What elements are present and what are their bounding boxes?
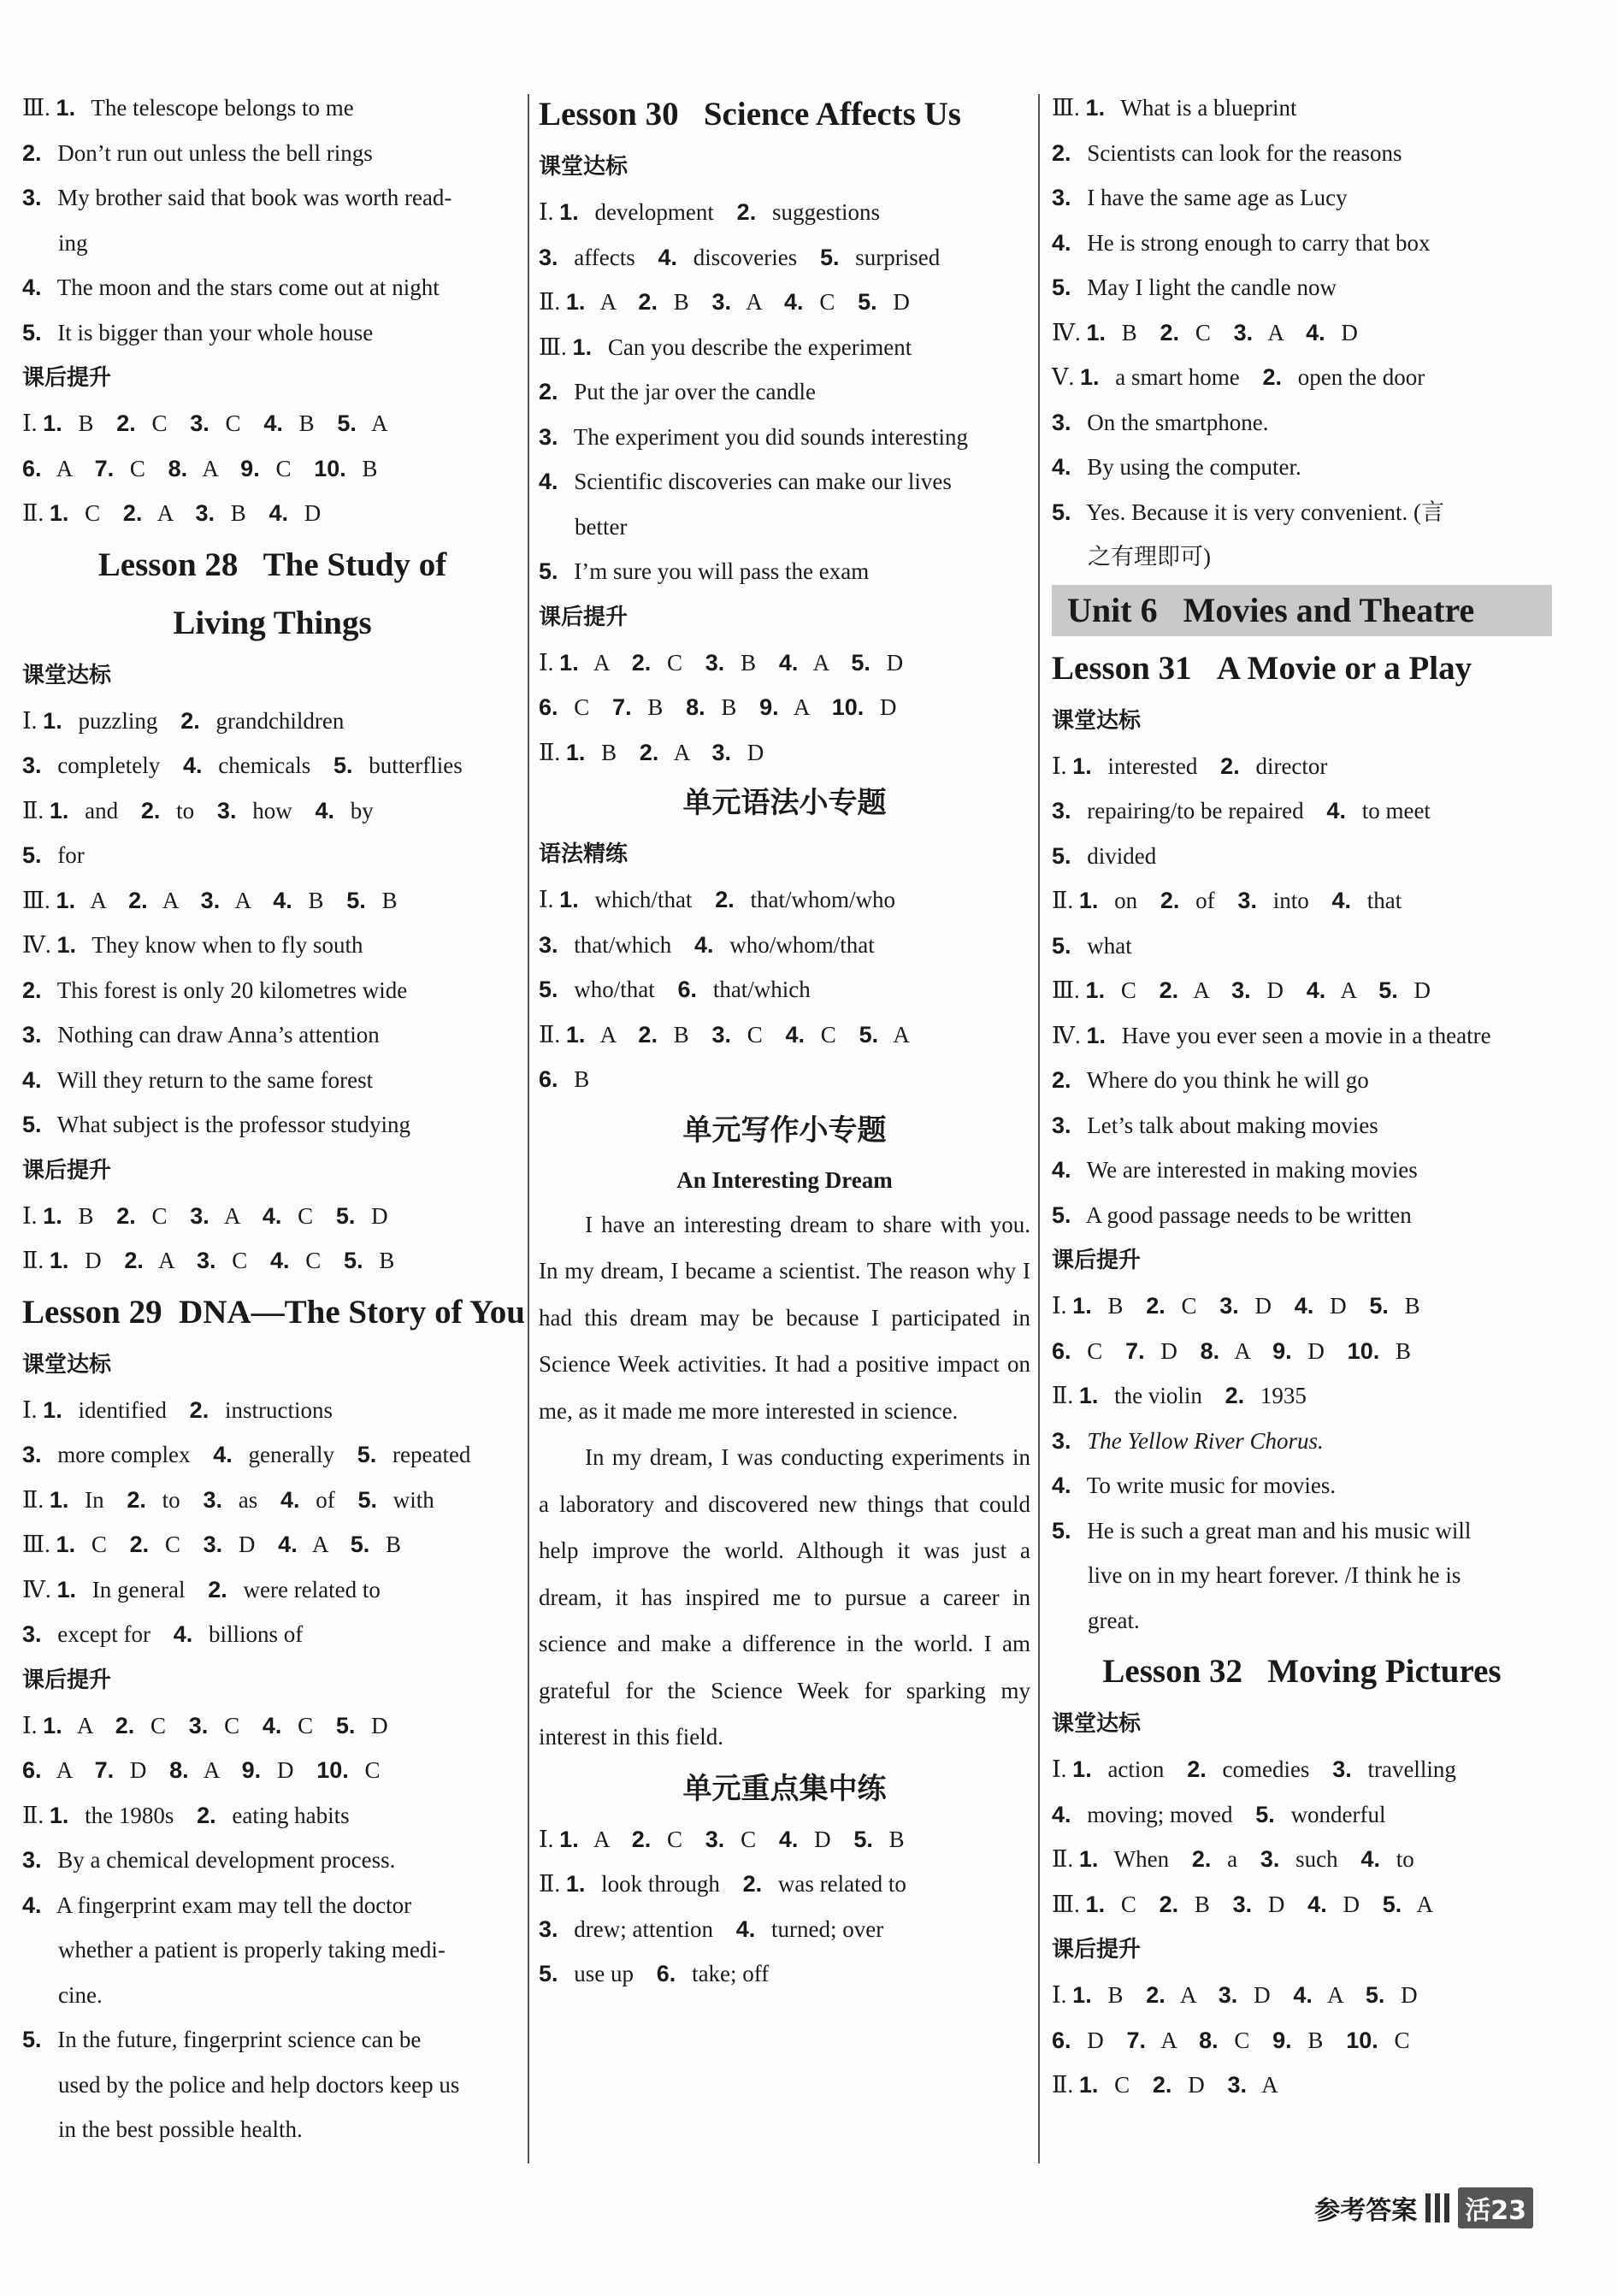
section-label: 课堂达标 xyxy=(22,662,112,688)
answer-line: Ⅱ. 1. look through 2. was related to xyxy=(539,1871,906,1897)
answer-line: 5. who/that 6. that/which xyxy=(539,977,811,1002)
answer-line: 5. In the future, fingerprint science can be xyxy=(22,2027,422,2052)
answer-line: Ⅰ. 1. A 2. C 3. C 4. D 5. B xyxy=(539,1826,905,1852)
answer-line: Ⅰ. 1. puzzling 2. grandchildren xyxy=(22,707,345,734)
answer-line: 4. We are interested in making movies xyxy=(1052,1157,1418,1183)
answer-line: 5. I’m sure you will pass the exam xyxy=(539,558,870,584)
answer-line: Ⅱ. 1. the 1980s 2. eating habits xyxy=(22,1802,350,1828)
answer-line: 2. Don’t run out unless the bell rings xyxy=(22,139,373,166)
answer-line: 3. affects 4. discoveries 5. surprised xyxy=(539,244,941,270)
answer-line: 5. What subject is the professor studying xyxy=(22,1112,410,1137)
answer-line: Ⅲ. 1. Can you describe the experiment xyxy=(539,333,912,360)
answer-line: in the best possible health. xyxy=(58,2116,303,2142)
answer-line: Ⅴ. 1. a smart home 2. open the door xyxy=(1052,364,1425,390)
answer-column-3 xyxy=(1052,86,1552,2108)
answer-column-2 xyxy=(539,86,1030,1997)
answer-line: 4. He is strong enough to carry that box xyxy=(1052,229,1431,256)
section-label: 课后提升 xyxy=(1052,1937,1142,1963)
topic-heading: 单元语法小专题 xyxy=(682,786,887,820)
answer-line: Ⅱ. 1. C 2. A 3. B 4. D xyxy=(22,500,322,526)
page-number-badge: 活23 xyxy=(1458,2187,1533,2228)
lesson-heading: Lesson 31 A Movie or a Play xyxy=(1052,649,1472,687)
answer-line: great. xyxy=(1088,1607,1140,1633)
answer-line: 4. Will they return to the same forest xyxy=(22,1066,374,1093)
column-divider xyxy=(528,94,529,2163)
answer-line: Ⅰ. 1. interested 2. director xyxy=(1052,753,1328,779)
answer-line: Ⅳ. 1. B 2. C 3. A 4. D xyxy=(1052,319,1358,345)
section-label: 课堂达标 xyxy=(1052,707,1142,734)
answer-line: 4. A fingerprint exam may tell the doctor xyxy=(22,1892,412,1918)
answer-line: Ⅰ. 1. identified 2. instructions xyxy=(22,1396,333,1423)
answer-line: live on in my heart forever. /I think he is xyxy=(1088,1562,1461,1588)
answer-line: Ⅰ. 1. B 2. C 3. D 4. D 5. B xyxy=(1052,1293,1420,1319)
answer-line: Ⅲ. 1. A 2. A 3. A 4. B 5. B xyxy=(22,887,398,913)
answer-line: cine. xyxy=(58,1981,103,2008)
answer-line: Ⅳ. 1. They know when to fly south xyxy=(22,932,363,958)
answer-line: 2. Put the jar over the candle xyxy=(539,379,816,404)
answer-line: 3. more complex 4. generally 5. repeated xyxy=(22,1442,471,1467)
topic-heading: 单元写作小专题 xyxy=(682,1113,887,1148)
answer-line: Ⅱ. 1. B 2. A 3. D xyxy=(539,739,764,765)
answer-line: 5. for xyxy=(22,842,85,868)
answer-line: 5. May I light the candle now xyxy=(1052,274,1337,300)
answer-line: 2. This forest is only 20 kilometres wide xyxy=(22,977,408,1003)
section-label: 课堂达标 xyxy=(539,154,629,180)
answer-line: Ⅲ. 1. C 2. C 3. D 4. A 5. B xyxy=(22,1532,402,1557)
answer-line: 3. I have the same age as Lucy xyxy=(1052,185,1348,210)
answer-line: 3. My brother said that book was worth read- xyxy=(22,185,452,210)
answer-line: 5. divided xyxy=(1052,842,1157,869)
answer-line: 3. Nothing can draw Anna’s attention xyxy=(22,1022,380,1048)
answer-line: 4. By using the computer. xyxy=(1052,454,1301,480)
answer-line: Ⅰ. 1. B 2. C 3. C 4. B 5. A xyxy=(22,410,388,436)
section-label: 课后提升 xyxy=(22,1157,112,1183)
page-footer xyxy=(1314,2187,1533,2228)
answer-line: whether a patient is properly taking medi- xyxy=(58,1937,446,1963)
section-label: 课后提升 xyxy=(22,365,112,391)
answer-line: 5. He is such a great man and his music will xyxy=(1052,1517,1472,1543)
answer-line: Ⅳ. 1. Have you ever seen a movie in a theatre xyxy=(1052,1022,1491,1048)
answer-line: 3. that/which 4. who/whom/that xyxy=(539,931,875,958)
answer-line: Ⅱ. 1. When 2. a 3. such 4. to xyxy=(1052,1846,1414,1872)
bars-icon xyxy=(1425,2193,1449,2222)
answer-line: 4. Scientific discoveries can make our lives xyxy=(539,469,952,494)
answer-line: 6. A 7. D 8. A 9. D 10. C xyxy=(22,1757,381,1783)
answer-line: 3. completely 4. chemicals 5. butterflies xyxy=(22,753,463,778)
answer-line: 5. Yes. Because it is very convenient. (言 xyxy=(1052,499,1444,525)
section-label: 课后提升 xyxy=(539,604,629,630)
footer-label: 参考答案 xyxy=(1314,2196,1418,2226)
lesson-heading: Lesson 28 The Study of xyxy=(97,546,447,583)
section-label: 课后提升 xyxy=(1052,1248,1142,1273)
answer-line: Ⅱ. 1. A 2. B 3. C 4. C 5. A xyxy=(539,1021,910,1048)
answer-column-1 xyxy=(22,86,525,2152)
answer-line: Ⅲ. 1. C 2. A 3. D 4. A 5. D xyxy=(1052,977,1431,1003)
answer-line: 2. Scientists can look for the reasons xyxy=(1052,139,1402,166)
answer-line: 5. It is bigger than your whole house xyxy=(22,319,374,345)
answer-line: 4. The moon and the stars come out at night xyxy=(22,274,440,300)
section-label: 课堂达标 xyxy=(22,1351,112,1378)
answer-line: better xyxy=(575,513,628,540)
answer-line: Ⅲ. 1. C 2. B 3. D 4. D 5. A xyxy=(1052,1891,1433,1917)
unit-banner: Unit 6 Movies and Theatre xyxy=(1052,585,1552,636)
answer-line: Ⅰ. 1. action 2. comedies 3. travelling xyxy=(1052,1756,1456,1782)
essay-paragraph: In my dream, I was conducting experiments in a laboratory and discovered new things that could help improve the world. Although it was just a dream, it has inspired me to pursue a career in science and make a difference in the world. I am grateful for the Science Week for sparking my interest in this field. xyxy=(539,1444,1030,1750)
answer-line: 之有理即可) xyxy=(1088,544,1211,570)
answer-line: Ⅲ. 1. The telescope belongs to me xyxy=(22,95,354,121)
essay-title: An Interesting Dream xyxy=(676,1166,893,1193)
lesson-heading: Living Things xyxy=(173,604,372,641)
lesson-heading: Lesson 30 Science Affects Us xyxy=(539,96,961,133)
answer-line: Ⅰ. 1. B 2. A 3. D 4. A 5. D xyxy=(1052,1982,1418,2008)
answer-line: Ⅰ. 1. B 2. C 3. A 4. C 5. D xyxy=(22,1202,388,1229)
answer-line: 6. C 7. B 8. B 9. A 10. D xyxy=(539,694,897,720)
answer-line: 4. moving; moved 5. wonderful xyxy=(1052,1801,1386,1827)
answer-line: 6. B xyxy=(539,1066,590,1092)
answer-line: 3. except for 4. billions of xyxy=(22,1621,304,1647)
answer-line: 3. drew; attention 4. turned; over xyxy=(539,1915,884,1942)
answer-line: Ⅱ. 1. D 2. A 3. C 4. C 5. B xyxy=(22,1248,395,1273)
answer-line: Ⅰ. 1. A 2. C 3. C 4. C 5. D xyxy=(22,1712,388,1738)
answer-line: Ⅱ. 1. C 2. D 3. A xyxy=(1052,2072,1278,2098)
answer-line: Ⅲ. 1. What is a blueprint xyxy=(1052,95,1297,121)
answer-line: 4. To write music for movies. xyxy=(1052,1473,1337,1498)
section-label: 课后提升 xyxy=(22,1667,112,1693)
answer-line: Ⅰ. 1. which/that 2. that/whom/who xyxy=(539,887,895,912)
lesson-heading: Lesson 29 DNA—The Story of You xyxy=(22,1293,525,1331)
answer-line: 3. By a chemical development process. xyxy=(22,1847,396,1873)
answer-line: Ⅱ. 1. A 2. B 3. A 4. C 5. D xyxy=(539,289,910,315)
answer-line: Ⅰ. 1. development 2. suggestions xyxy=(539,199,880,225)
answer-line: Ⅱ. 1. the violin 2. 1935 xyxy=(1052,1383,1307,1408)
answer-line: 5. what xyxy=(1052,932,1132,959)
section-label: 课堂达标 xyxy=(1052,1711,1142,1737)
answer-line: Ⅱ. 1. on 2. of 3. into 4. that xyxy=(1052,888,1402,913)
essay-paragraph: I have an interesting dream to share with you. In my dream, I became a scientist. The reason why I had this dream may be because I participated in Science Week activities. It had a positive impact on me, as it made me more interested in science. xyxy=(539,1211,1030,1424)
column-divider xyxy=(1038,94,1040,2163)
section-label: 语法精练 xyxy=(539,841,629,867)
lesson-heading: Lesson 32 Moving Pictures xyxy=(1102,1653,1502,1690)
answer-line: Ⅱ. 1. In 2. to 3. as 4. of 5. with xyxy=(22,1486,434,1513)
answer-line: Ⅰ. 1. A 2. C 3. B 4. A 5. D xyxy=(539,649,904,676)
answer-line: 3. repairing/to be repaired 4. to meet xyxy=(1052,798,1431,823)
answer-line: 6. D 7. A 8. C 9. B 10. C xyxy=(1052,2027,1410,2053)
answer-line: 3. On the smartphone. xyxy=(1052,409,1269,435)
answer-line: 5. A good passage needs to be written xyxy=(1052,1201,1412,1228)
answer-line: 3. The experiment you did sounds interesting xyxy=(539,423,968,450)
answer-line: 3. The Yellow River Chorus. xyxy=(1052,1427,1324,1454)
answer-line: 6. A 7. C 8. A 9. C 10. B xyxy=(22,455,378,481)
answer-line: Ⅳ. 1. In general 2. were related to xyxy=(22,1576,381,1602)
answer-line: used by the police and help doctors keep us xyxy=(58,2071,460,2098)
answer-line: 2. Where do you think he will go xyxy=(1052,1067,1369,1093)
answer-line: Ⅱ. 1. and 2. to 3. how 4. by xyxy=(22,797,374,823)
topic-heading: 单元重点集中练 xyxy=(682,1771,887,1806)
answer-line: ing xyxy=(58,229,88,256)
answer-line: 5. use up 6. take; off xyxy=(539,1961,770,1986)
answer-line: 3. Let’s talk about making movies xyxy=(1052,1112,1378,1138)
answer-line: 6. C 7. D 8. A 9. D 10. B xyxy=(1052,1337,1411,1364)
